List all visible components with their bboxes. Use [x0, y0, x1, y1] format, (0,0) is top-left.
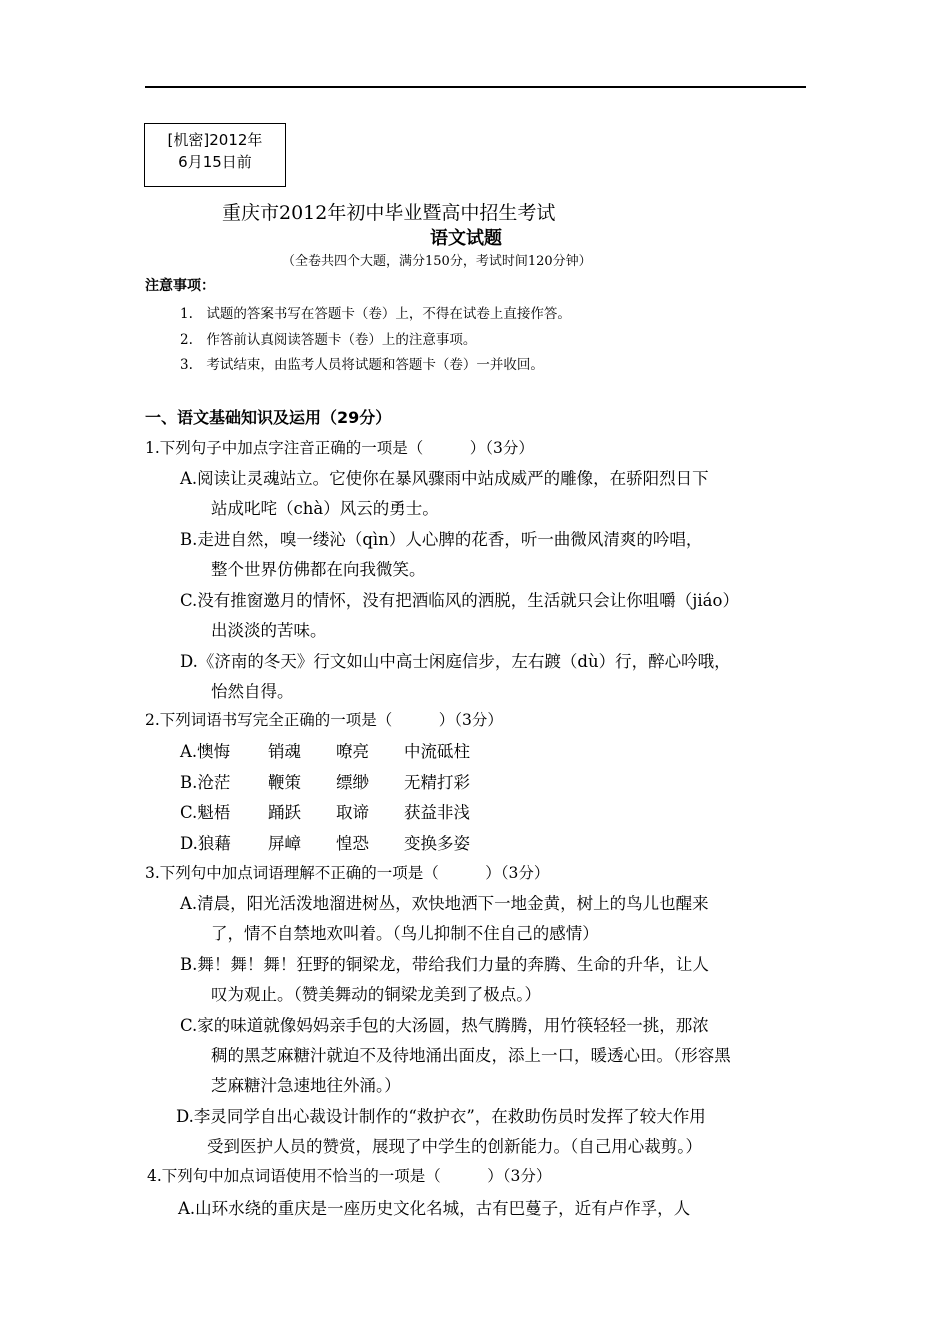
q1-option-c: C.没有推窗邀月的情怀，没有把酒临风的洒脱，生活就只会让你咀嚼（jiáo） — [180, 591, 739, 610]
q3-option-c: C.家的味道就像妈妈亲手包的大汤圆，热气腾腾，用竹筷轻轻一挑，那浓 — [180, 1016, 709, 1035]
notice-heading: 注意事项： — [145, 278, 215, 294]
word: 惶恐 — [336, 834, 369, 853]
q3-option-d-cont: 受到医护人员的赞赏，展现了中学生的创新能力。（自己用心裁剪。） — [207, 1137, 702, 1156]
q1-option-a: A.阅读让灵魂站立。它使你在暴风骤雨中站成威严的雕像，在骄阳烈日下 — [180, 469, 709, 488]
q1-option-b-cont: 整个世界仿佛都在向我微笑。 — [211, 560, 426, 579]
exam-subtitle: （全卷共四个大题，满分150分，考试时间120分钟） — [282, 254, 592, 269]
question-3-stem: 3.下列句中加点词语理解不正确的一项是（ ）（3分） — [145, 864, 550, 882]
word: 鞭策 — [268, 773, 301, 792]
q3-option-d: D.李灵同学自出心裁设计制作的“救护衣”，在救助伤员时发挥了较大作用 — [176, 1107, 706, 1126]
q1-option-b: B.走进自然，嗅一缕沁（qìn）人心脾的花香，听一曲微风清爽的吟唱， — [180, 530, 703, 549]
q4-option-a: A.山环水绕的重庆是一座历史文化名城，古有巴蔓子，近有卢作孚，人 — [178, 1199, 691, 1218]
word: C.魁梧 — [180, 803, 231, 822]
q1-option-d-cont: 怡然自得。 — [211, 682, 294, 701]
question-4-stem: 4.下列句中加点词语使用不恰当的一项是（ ）（3分） — [147, 1167, 552, 1185]
notice-item: 3. 考试结束，由监考人员将试题和答题卡（卷）一并收回。 — [180, 357, 544, 373]
notice-item: 1. 试题的答案书写在答题卡（卷）上，不得在试卷上直接作答。 — [180, 306, 571, 322]
q3-option-a-cont: 了，情不自禁地欢叫着。（鸟儿抑制不住自己的感情） — [211, 924, 599, 943]
q1-option-d: D.《济南的冬天》行文如山中高士闲庭信步，左右踱（dù）行，醉心吟哦， — [180, 652, 731, 671]
question-1-stem: 1.下列句子中加点字注音正确的一项是（ ）（3分） — [145, 439, 534, 457]
q2-option-c — [180, 799, 470, 823]
confidential-line-2: 6月15日前 — [178, 153, 252, 171]
word: 获益非浅 — [404, 803, 470, 822]
word: 踊跃 — [268, 803, 301, 822]
word: 无精打彩 — [404, 773, 470, 792]
word: 销魂 — [268, 742, 301, 761]
word: D.狼藉 — [180, 834, 231, 853]
word: B.沧茫 — [180, 773, 231, 792]
confidential-line-1: [机密]2012年 — [167, 131, 263, 149]
q2-option-d — [180, 830, 470, 854]
word: 中流砥柱 — [404, 742, 470, 761]
q3-option-a: A.清晨，阳光活泼地溜进树丛，欢快地洒下一地金黄，树上的鸟儿也醒来 — [180, 894, 709, 913]
q1-option-c-cont: 出淡淡的苦味。 — [211, 621, 327, 640]
confidential-box — [144, 123, 286, 187]
word: 取谛 — [336, 803, 369, 822]
word: 变换多姿 — [404, 834, 470, 853]
word: 缥缈 — [336, 773, 369, 792]
word: A.懊悔 — [180, 742, 231, 761]
exam-title: 重庆市2012年初中毕业暨高中招生考试 — [222, 202, 556, 224]
q1-option-a-cont: 站成叱咤（chà）风云的勇士。 — [211, 499, 439, 518]
word: 嘹亮 — [336, 742, 369, 761]
word: 屏嶂 — [268, 834, 301, 853]
notice-item: 2. 作答前认真阅读答题卡（卷）上的注意事项。 — [180, 332, 477, 348]
q3-option-c-cont: 稠的黑芝麻糖汁就迫不及待地涌出面皮，添上一口，暖透心田。（形容黑 — [211, 1046, 731, 1065]
question-2-stem: 2.下列词语书写完全正确的一项是（ ）（3分） — [145, 711, 503, 729]
q2-option-a — [180, 738, 470, 762]
q3-option-c-cont: 芝麻糖汁急速地往外涌。） — [211, 1076, 401, 1095]
section-heading: 一、语文基础知识及运用（29分） — [145, 408, 392, 427]
subject-title: 语文试题 — [430, 228, 502, 249]
header-rule — [145, 86, 806, 88]
q2-option-b — [180, 769, 470, 793]
q3-option-b-cont: 叹为观止。（赞美舞动的铜梁龙美到了极点。） — [211, 985, 541, 1004]
q3-option-b: B.舞！舞！舞！狂野的铜梁龙，带给我们力量的奔腾、生命的升华，让人 — [180, 955, 709, 974]
